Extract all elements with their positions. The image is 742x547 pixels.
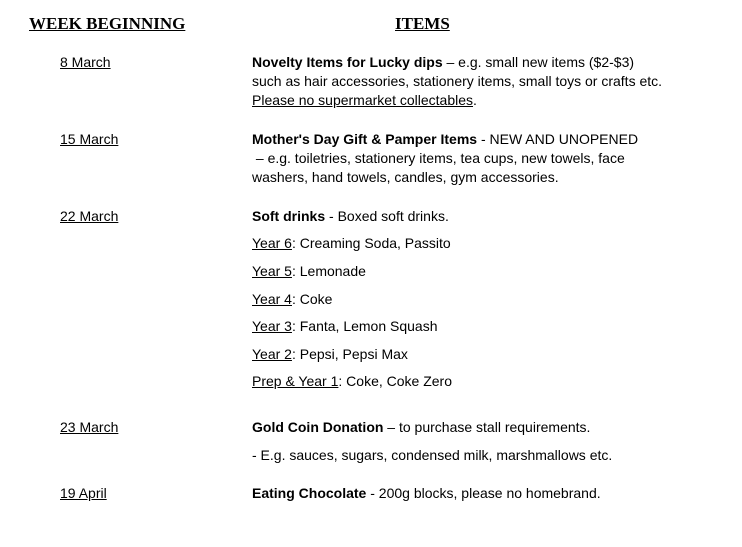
items-header: ITEMS [395,14,450,33]
year-4-drinks: : Coke [291,291,333,307]
item-gold-coin-line1 [252,418,732,437]
item-mothers-day-line2: – e.g. toiletries, stationery items, tea cups, new towels, face [252,150,625,166]
year-6-label: Year 6 [252,235,292,251]
item-soft-drinks-text: - Boxed soft drinks. [325,208,449,224]
year-6-row [252,234,732,253]
item-soft-drinks-line1 [252,207,732,226]
prep-year-1-row [252,372,732,391]
year-2-drinks: : Pepsi, Pepsi Max [291,346,408,362]
item-novelty-note: Please no supermarket collectables [252,92,474,108]
item-novelty-line3 [252,91,732,110]
year-3-label: Year 3 [252,318,292,334]
item-mothers-day-title: Mother's Day Gift & Pamper Items [252,131,478,147]
item-chocolate-line1 [252,484,732,503]
year-6-drinks: : Creaming Soda, Passito [291,235,451,251]
year-5-label: Year 5 [252,263,292,279]
prep-year-1-label: Prep & Year 1 [252,373,339,389]
week-beginning-header: WEEK BEGINNING [29,14,186,33]
date-23-march: 23 March [60,419,119,435]
date-8-march: 8 March [60,54,111,70]
item-mothers-day-text: - NEW AND UNOPENED [477,131,639,147]
item-chocolate-title: Eating Chocolate [252,485,367,501]
item-novelty-period: . [473,92,477,108]
date-15-march: 15 March [60,131,119,147]
year-3-drinks: : Fanta, Lemon Squash [291,318,438,334]
item-gold-coin [252,418,732,437]
item-soft-drinks [252,207,732,226]
item-chocolate [252,484,732,503]
year-2-label: Year 2 [252,346,292,362]
year-4-label: Year 4 [252,291,292,307]
item-novelty [252,53,732,110]
date-19-april: 19 April [60,485,107,501]
item-gold-coin-line2: - E.g. sauces, sugars, condensed milk, marshmallows etc. [252,447,613,463]
year-5-drinks: : Lemonade [291,263,366,279]
item-novelty-title: Novelty Items for Lucky dips [252,54,443,70]
item-novelty-text: – e.g. small new items ($2-$3) [442,54,635,70]
item-mothers-day [252,130,732,187]
item-mothers-day-line1 [252,130,732,149]
prep-year-1-drinks: : Coke, Coke Zero [338,373,453,389]
year-5-row [252,262,732,281]
item-chocolate-text: - 200g blocks, please no homebrand. [366,485,601,501]
date-22-march: 22 March [60,208,119,224]
item-soft-drinks-title: Soft drinks [252,208,326,224]
item-gold-coin-title: Gold Coin Donation [252,419,384,435]
item-gold-coin-text: – to purchase stall requirements. [383,419,591,435]
item-novelty-line2: such as hair accessories, stationery items, small toys or crafts etc. [252,73,663,89]
year-4-row [252,290,732,309]
item-mothers-day-line3: washers, hand towels, candles, gym accessories. [252,169,559,185]
year-2-row [252,345,732,364]
year-3-row [252,317,732,336]
item-novelty-line1 [252,53,732,72]
